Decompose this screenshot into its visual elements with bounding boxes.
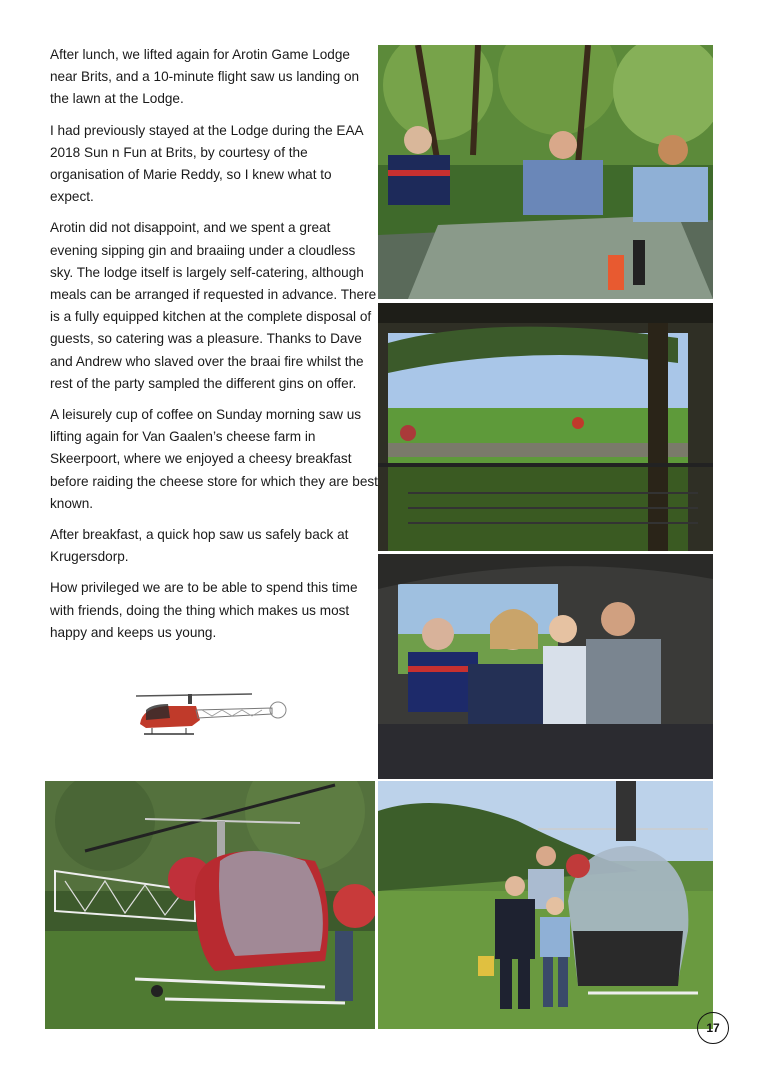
photo-lunch-table — [378, 45, 713, 299]
page-number-label: 17 — [706, 1021, 720, 1035]
paragraph-4: A leisurely cup of coffee on Sunday morning saw us lifting again for Van Gaalen’s cheese farm in Skeerpoort, where we enjoyed a cheesy breakfast before raiding the cheese store for which they are best known. — [50, 407, 378, 511]
paragraph-1: After lunch, we lifted again for Arotin Game Lodge near Brits, and a 10-minute flight saw us landing on the lawn at the Lodge. — [50, 47, 360, 107]
paragraph-5: After breakfast, a quick hop saw us safely back at Krugersdorp. — [50, 527, 349, 565]
page-number — [697, 1012, 729, 1044]
article-text — [50, 44, 378, 653]
photo-helicopter-lawn — [45, 781, 375, 1029]
paragraph-3: Arotin did not disappoint, and we spent a great evening sipping gin and braaiing under a cloudless sky. The lodge itself is largely self-catering, although meals can be arranged if requested in advance. There is a fully equipped kitchen at the complete disposal of guests, so catering was a pleasure. Thanks to Dave and Andrew who slaved over the braai fire whilst the rest of the party sampled the different gins on offer. — [50, 220, 377, 391]
helicopter-illustration — [132, 686, 288, 740]
photo-lodge-view — [378, 303, 713, 551]
paragraph-2: I had previously stayed at the Lodge during the EAA 2018 Sun n Fun at Brits, by courtesy of the organisation of Marie Reddy, so I knew what to expect. — [50, 122, 363, 205]
photo-helicopter-passengers — [378, 554, 713, 779]
paragraph-6: How privileged we are to be able to spend this time with friends, doing the thing which makes us most happy and keeps us young. — [50, 580, 358, 640]
photo-group-helicopter — [378, 781, 713, 1029]
